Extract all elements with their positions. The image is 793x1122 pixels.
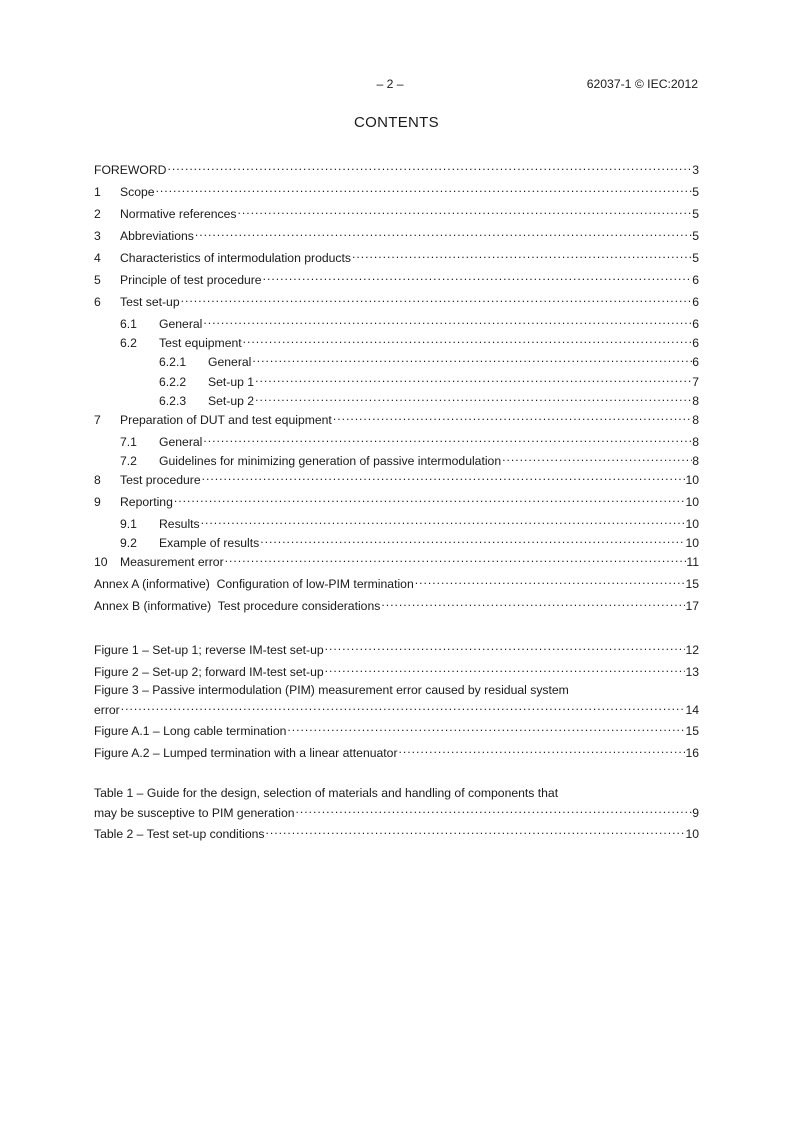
toc-entry[interactable]: 7.1 General . . . 8 — [94, 430, 699, 446]
document-reference: 62037-1 © IEC:2012 — [586, 77, 698, 91]
table-entry[interactable]: Table 2 – Test set-up conditions . . . 10 — [94, 822, 699, 838]
table-entry[interactable]: Table 1 – Guide for the design, selection of materials and handling of components that may be susceptive to PIM generation . . . 9 — [94, 785, 699, 817]
toc-entry[interactable]: 9.2 Example of results . . . 10 — [94, 531, 699, 547]
toc-entry[interactable]: 5 Principle of test procedure . . . 6 — [94, 268, 699, 284]
toc-entry[interactable]: FOREWORD . . . 3 — [94, 158, 699, 174]
figure-entry[interactable]: Figure 1 – Set-up 1; reverse IM-test set-up . . . 12 — [94, 638, 699, 654]
figure-entry[interactable]: Figure A.2 – Lumped termination with a linear attenuator . . . 16 — [94, 741, 699, 757]
figure-entry[interactable]: Figure 2 – Set-up 2; forward IM-test set-up . . . 13 — [94, 660, 699, 676]
toc-entry[interactable]: 9 Reporting . . . 10 — [94, 490, 699, 506]
toc-entry[interactable]: 6.2.1 General . . . 6 — [94, 350, 699, 366]
toc-entry[interactable]: 4 Characteristics of intermodulation products . . . 5 — [94, 246, 699, 262]
toc-entry[interactable]: 6.2.3 Set-up 2 . . . 8 — [94, 389, 699, 405]
toc-entry[interactable]: 6 Test set-up . . . 6 — [94, 290, 699, 306]
toc-entry[interactable]: 6.2 Test equipment . . . 6 — [94, 331, 699, 347]
page-number: – 2 – — [376, 77, 404, 91]
contents-title: CONTENTS — [354, 114, 439, 131]
toc-entry-annex-a[interactable]: Annex A (informative) Configuration of low-PIM termination . . . 15 — [94, 572, 699, 588]
figure-entry[interactable]: Figure 3 – Passive intermodulation (PIM) measurement error caused by residual system error . . . 14 — [94, 682, 699, 714]
toc-entry[interactable]: 6.2.2 Set-up 1 . . . 7 — [94, 370, 699, 386]
figure-entry[interactable]: Figure A.1 – Long cable termination . . . 15 — [94, 719, 699, 735]
toc-entry[interactable]: 9.1 Results . . . 10 — [94, 512, 699, 528]
toc-entry[interactable]: 2 Normative references . . . 5 — [94, 202, 699, 218]
toc-entry[interactable]: 10 Measurement error . . . 11 — [94, 550, 699, 566]
toc-entry[interactable]: 6.1 General . . . 6 — [94, 312, 699, 328]
toc-entry[interactable]: 7 Preparation of DUT and test equipment . . . 8 — [94, 408, 699, 424]
toc-entry[interactable]: 1 Scope . . . 5 — [94, 180, 699, 196]
toc-entry[interactable]: 3 Abbreviations . . . 5 — [94, 224, 699, 240]
toc-entry-annex-b[interactable]: Annex B (informative) Test procedure considerations . . . 17 — [94, 594, 699, 610]
toc-entry[interactable]: 7.2 Guidelines for minimizing generation of passive intermodulation . . . 8 — [94, 449, 699, 465]
toc-entry[interactable]: 8 Test procedure . . . 10 — [94, 468, 699, 484]
